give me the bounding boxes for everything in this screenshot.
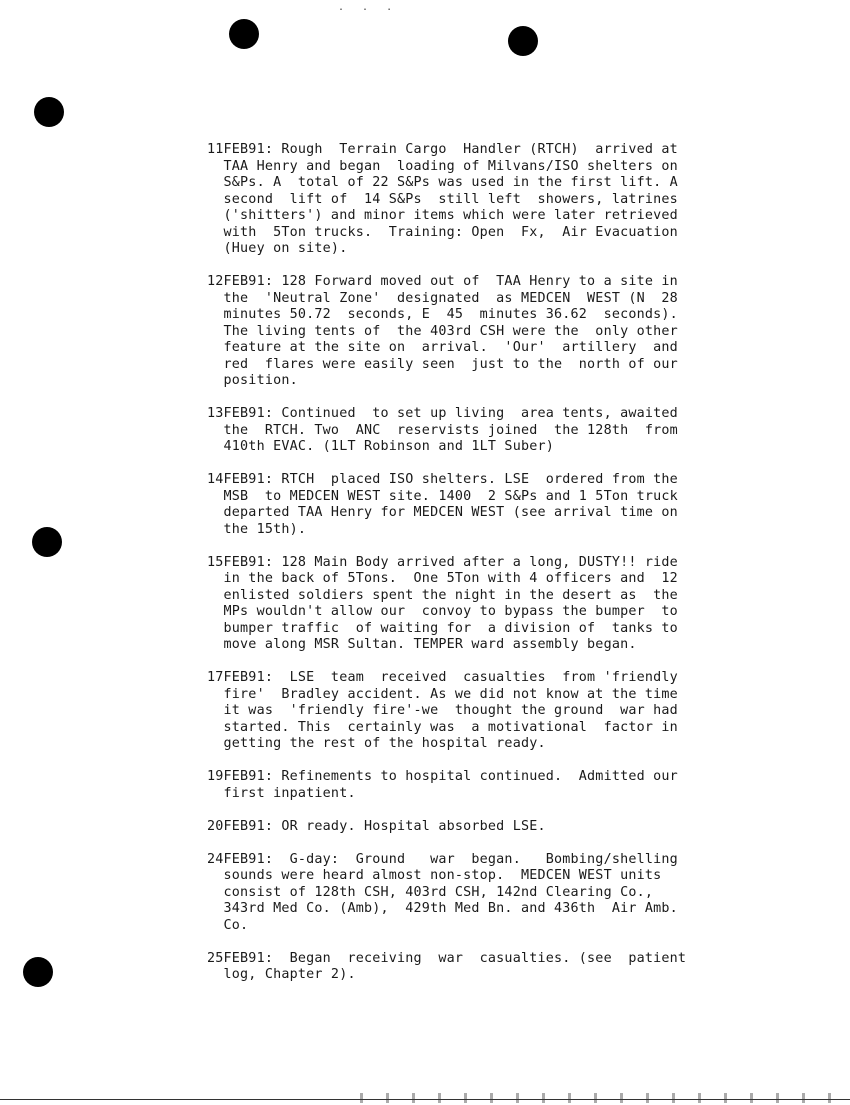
binder-hole-left-3 xyxy=(23,957,53,987)
log-entries xyxy=(207,142,787,1000)
log-entry-24feb91: 24FEB91: G-day: Ground war began. Bombing/shelling sounds were heard almost non-stop. MEDCEN WEST units consist of 128th CSH, 403rd CSH, 142nd Clearing Co., 343rd Med Co. (Amb), 429th Med Bn. and 436th Air Amb. Co. xyxy=(207,851,678,933)
log-entry-13feb91: 13FEB91: Continued to set up living area tents, awaited the RTCH. Two ANC reservists joined the 128th from 410th EVAC. (1LT Robinson and 1LT Suber) xyxy=(207,406,678,454)
binder-hole-top-left xyxy=(229,19,259,49)
binder-hole-left-1 xyxy=(34,97,64,127)
binder-hole-left-2 xyxy=(32,527,62,557)
log-entry-20feb91: 20FEB91: OR ready. Hospital absorbed LSE. xyxy=(207,818,546,834)
binder-hole-top-right xyxy=(508,26,538,56)
log-entry-19feb91: 19FEB91: Refinements to hospital continued. Admitted our first inpatient. xyxy=(207,769,678,801)
log-entry-12feb91: 12FEB91: 128 Forward moved out of TAA Henry to a site in the 'Neutral Zone' designated as MEDCEN WEST (N 28 minutes 50.72 seconds, E 45 minutes 36.62 seconds). The living tents of the 403rd CSH were the only other feature at the site on arrival. 'Our' artillery and red flares were easily seen just to the north of our position. xyxy=(207,274,678,388)
page-bottom-edge xyxy=(0,1099,850,1100)
log-entry-14feb91: 14FEB91: RTCH placed ISO shelters. LSE ordered from the MSB to MEDCEN WEST site. 1400 2 S&Ps and 1 5Ton truck departed TAA Henry for MEDCEN WEST (see arrival time on the 15th). xyxy=(207,472,678,537)
log-entry-15feb91: 15FEB91: 128 Main Body arrived after a long, DUSTY!! ride in the back of 5Tons. One 5Ton with 4 officers and 12 enlisted soldiers spent the night in the desert as the MPs wouldn't allow our convoy to bypass the bumper to bumper traffic of waiting for a division of tanks to move along MSR Sultan. TEMPER ward assembly began. xyxy=(207,554,678,652)
scan-edge-marks xyxy=(360,1093,848,1103)
log-entry-25feb91: 25FEB91: Began receiving war casualties. (see patient log, Chapter 2). xyxy=(207,950,687,982)
log-entry-17feb91: 17FEB91: LSE team received casualties from 'friendly fire' Bradley accident. As we did not know at the time it was 'friendly fire'-we thought the ground war had started. This certainly was a motivational factor in getting the rest of the hospital ready. xyxy=(207,670,678,751)
log-entry-11feb91: 11FEB91: Rough Terrain Cargo Handler (RTCH) arrived at TAA Henry and began loading of Milvans/ISO shelters on S&Ps. A total of 22 S&Ps was used in the first lift. A second lift of 14 S&Ps still left showers, latrines ('shitters') and minor items which were later retrieved with 5Ton trucks. Training: Open Fx, Air Evacuation (Huey on site). xyxy=(207,142,678,256)
scan-specks: . . . xyxy=(338,2,399,13)
